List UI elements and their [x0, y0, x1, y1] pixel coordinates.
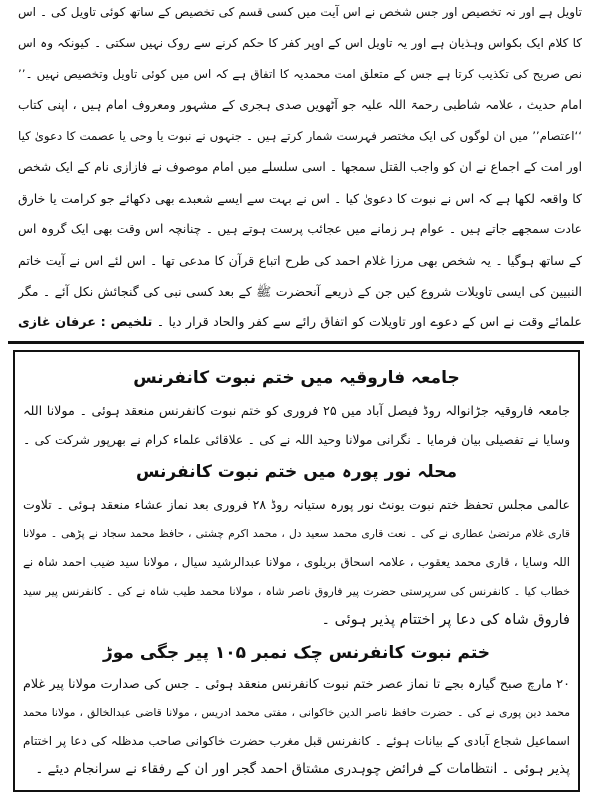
news-line: محمد دین پوری نے کی ۔ حضرت حافظ ناصر الدین خاکوانی ، مفتی محمد ادریس ، مولانا قاضی عبدالخالق ، مولانا محمد: [23, 706, 570, 719]
article-line: کا کلام ایک بکواس وہذیان ہے اور یہ تاویل اس کے اوپر کفر کا حکم کرنے سے روک نہیں سکتی ۔ کیونکہ وہ اس: [18, 36, 582, 50]
section-divider: [8, 341, 584, 344]
news-heading: جامعہ فاروقیہ میں ختم نبوت کانفرنس: [133, 368, 460, 388]
article-body: [18, 0, 582, 338]
news-line: عالمی مجلس تحفظ ختم نبوت یونٹ نور پورہ ستیانہ روڈ ۲۸ فروری بعد نماز عشاء منعقد ہوئی ۔ تلاوت: [23, 497, 570, 512]
news-item: [23, 358, 570, 454]
news-line: خطاب کیا ۔ کانفرنس کی سرپرستی حضرت پیر فاروق ناصر شاہ ، مولانا محمد طیب شاہ نے کی ۔ کانفرنس پیر سید: [23, 585, 570, 598]
article-line: عادت سمجھے جاتے ہیں ۔ عوام ہر زمانے میں عجائب پرست ہوتے ہیں ۔ چنانچہ اس وقت بھی ایک گروہ اس: [18, 222, 582, 236]
news-box: [13, 350, 580, 792]
news-line: وسایا نے تفصیلی بیان فرمایا ۔ نگرانی مولانا وحید اللہ نے کی ۔ علاقائی علماء کرام نے بھرپور شرکت کی ۔: [23, 433, 570, 447]
article-line: ‘‘اعتصام’’ میں ان لوگوں کی ایک مختصر فہرست شمار کرتے ہیں ۔ جنہوں نے نبوت یا وحی یا عصمت کا دعویٰ کیا: [18, 129, 582, 143]
article-last-line-text: علمائے وقت نے اس کے دعوے اور تاویلات کو اتفاق رائے سے کفر والحاد قرار دیا ۔: [156, 315, 582, 330]
article-line: کے ساتھ ہوگیا ۔ یہ شخص بھی مرزا غلام احمد کی طرح اتباع قرآن کا مدعی تھا ۔ اس لئے اس نے آیت خاتم: [18, 253, 582, 268]
article-line: امام حدیث ، علامہ شاطبی رحمۃ اللہ علیہ جو آٹھویں صدی ہجری کے مشہور ومعروف امام ہیں ، اپنی کتاب: [18, 98, 582, 112]
news-line: جامعہ فاروقیہ جڑانوالہ روڈ فیصل آباد میں ۲۵ فروری کو ختم نبوت کانفرنس منعقد ہوئی ۔ مولانا اللہ: [23, 404, 570, 419]
news-item: [23, 454, 570, 635]
news-line: اسماعیل شجاع آبادی کے بیانات ہوئے ۔ کانفرنس قبل مغرب حضرت خاکوانی صاحب مدظلہ کی دعا پر اختتام: [23, 734, 570, 748]
article-line: کا واقعہ لکھا ہے کہ اس نے نبوت کا دعویٰ کیا ۔ اس نے بہت سے ایسے شعبدے بھی دکھائے جو کرامت یا خارق: [18, 191, 582, 206]
article-line: اور امت کے اجماع نے ان کو واجب القتل سمجھا ۔ اسی سلسلے میں امام موصوف نے فازازی نام کے ایک شخص: [18, 160, 582, 174]
summary-credit: تلخیص : عرفان غازی: [18, 315, 153, 330]
article-line: النبیین کی ایسی تاویلات شروع کیں جن کے ذریعے آنحضرت ﷺ کے بعد کسی نبی کی گنجائش نکل آئے ۔ مگر: [18, 284, 582, 299]
news-heading: ختم نبوت کانفرنس چک نمبر ۱۰۵ پیر جگی موڑ: [102, 643, 491, 663]
news-line: پذیر ہوئی ۔ انتظامات کے فرائض چوہدری مشتاق احمد گجر اور ان کے رفقاء نے سرانجام دیئے ۔: [35, 761, 570, 777]
news-line: قاری غلام مرتضیٰ عطاری نے کی ۔ نعت قاری محمد سعید دل ، محمد اکرم چشتی ، حافظ محمد سجاد نے پڑھی ۔ مولانا: [23, 527, 570, 540]
article-line: نص صریح کی تکذیب کرتا ہے جس کے متعلق امت محمدیہ کا اتفاق ہے کہ اس میں کوئی تاویل وتخصیص نہیں ۔’’: [18, 67, 582, 81]
news-line: فاروق شاہ کی دعا پر اختتام پذیر ہوئی ۔: [321, 612, 570, 628]
news-heading: محلہ نور پورہ میں ختم نبوت کانفرنس: [135, 462, 458, 482]
article-last-line: [18, 307, 582, 338]
news-line: اللہ وسایا ، قاری محمد یعقوب ، علامہ اسحاق بریلوی ، مولانا عبدالرشید سیال ، مولانا سید ضیب احمد شاہ نے: [23, 555, 570, 569]
news-line: ۲۰ مارچ صبح گیارہ بجے تا نماز عصر ختم نبوت کانفرنس منعقد ہوئی ۔ جس کی صدارت مولانا پیر غلام: [23, 677, 570, 692]
news-item: [23, 635, 570, 783]
article-line: تاویل ہے اور نہ تخصیص اور جس شخص نے اس آیت میں کسی قسم کی تخصیص کے ساتھ کوئی تاویل کی ۔ اس: [18, 5, 582, 19]
